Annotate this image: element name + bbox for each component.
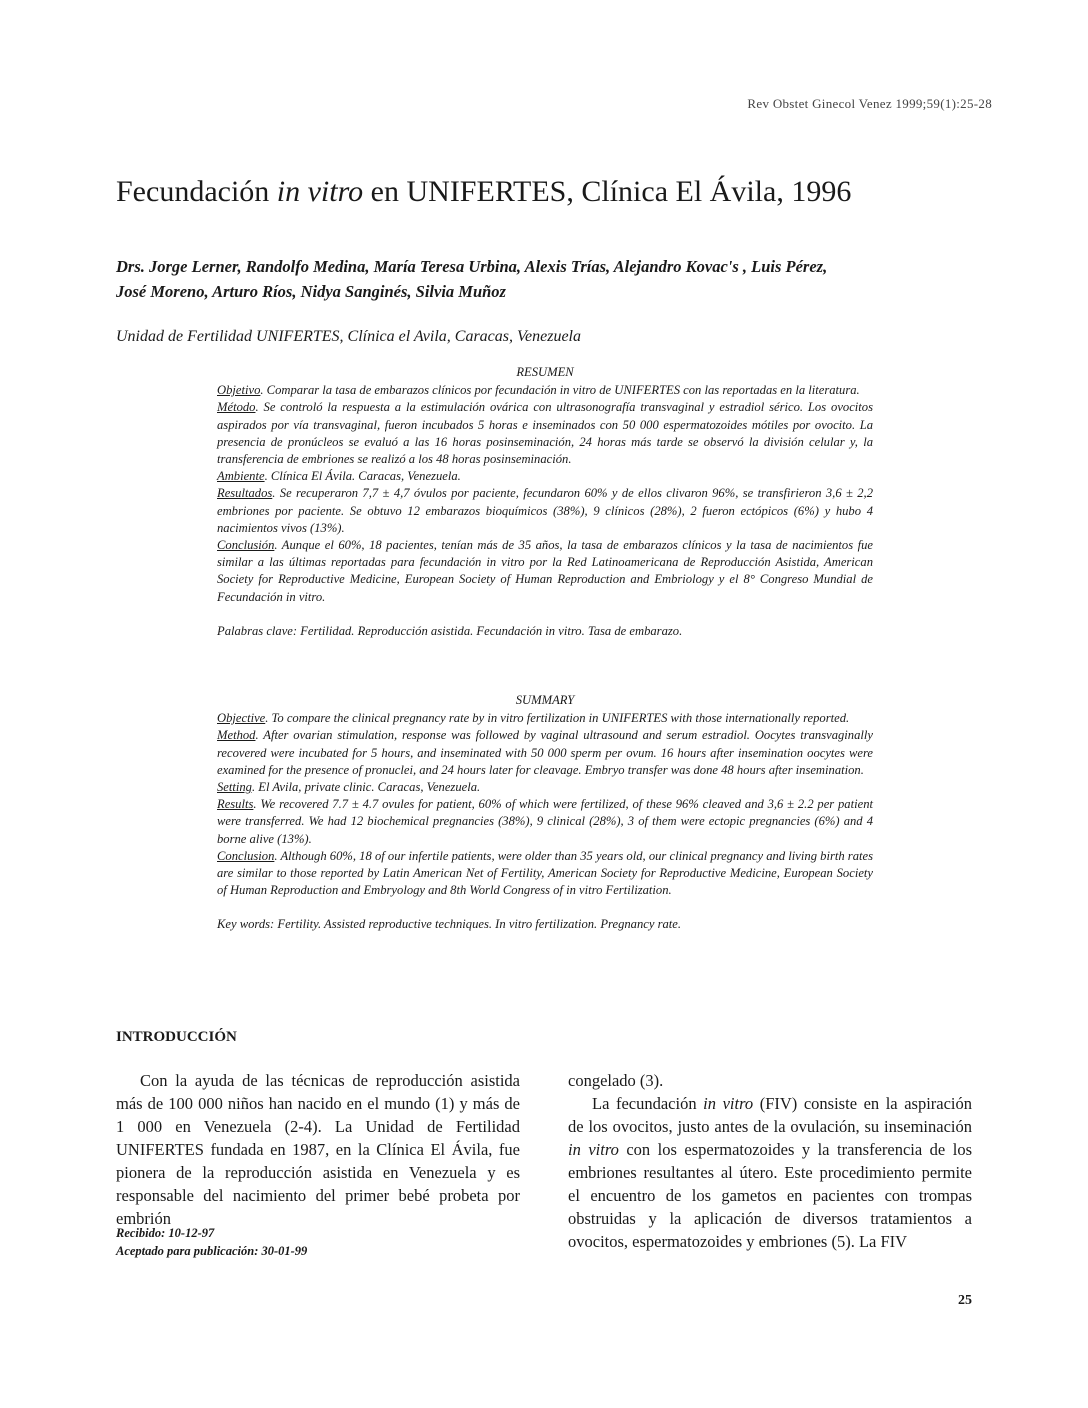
authors-line-1: Drs. Jorge Lerner, Randolfo Medina, María Teresa Urbina, Alexis Trías, Alejandro Kovac's , Luis Pérez, <box>116 257 828 276</box>
summary-method <box>217 727 873 779</box>
received-line: Recibido: 10-12-97 <box>116 1226 215 1240</box>
section-text: . Clínica El Ávila. Caracas, Venezuela. <box>264 469 461 484</box>
resumen-metodo <box>217 399 873 468</box>
section-text: . El Avila, private clinic. Caracas, Venezuela. <box>251 780 481 795</box>
right-column <box>568 1069 972 1253</box>
resumen-heading: RESUMEN <box>516 365 574 379</box>
section-label: Objective <box>217 711 266 726</box>
section-label: Method <box>217 728 256 743</box>
section-label: Conclusión <box>217 538 275 553</box>
text-run: La fecundación <box>592 1094 704 1113</box>
section-text: . Se recuperaron 7,7 ± 4,7 óvulos por paciente, fecundaron 60% y de ellos clivaron 96%, se transfirieron 3,6 ± 2,2 embriones por paciente. Se obtuvo 12 embarazos bioquímicos (38%), 9 clínicos (28%), 2 fueron ectópicos (6%) y hubo 4 nacimientos vivos (13%). <box>217 486 873 535</box>
page-number: 25 <box>958 1293 972 1308</box>
title-italic: in vitro <box>276 175 364 208</box>
section-text: . Although 60%, 18 of our infertile patients, were older than 35 years old, our clinical pregnancy and living birth rates are similar to those reported by Latin American Net of Fertility, American Society for Reproductive Medicine, European Society of Human Reproduction and Embryology and 8th World Congress of in vitro Fertilization. <box>217 848 873 898</box>
journal-reference: Rev Obstet Ginecol Venez 1999;59(1):25-28 <box>747 96 992 111</box>
summary-conclusion <box>217 848 873 900</box>
section-label: Ambiente <box>217 469 265 484</box>
resumen-keywords: Palabras clave: Fertilidad. Reproducción asistida. Fecundación in vitro. Tasa de embarazo. <box>217 623 683 638</box>
introduction-heading: INTRODUCCIÓN <box>116 1029 237 1045</box>
summary-keywords: Key words: Fertility. Assisted reproductive techniques. In vitro fertilization. Pregnancy rate. <box>217 917 682 932</box>
summary-objective <box>217 710 873 727</box>
intro-paragraph-2 <box>568 1092 972 1253</box>
title-part-2: en UNIFERTES, Clínica El Ávila, 1996 <box>363 175 852 208</box>
summary-abstract <box>217 692 873 934</box>
resumen-resultados <box>217 485 873 537</box>
italic-run: in vitro <box>568 1140 619 1159</box>
intro-paragraph-1: Con la ayuda de las técnicas de reproducción asistida más de 100 000 niños han nacido en el mundo (1) y más de 1 000 en Venezuela (2-4). La Unidad de Fertilidad UNIFERTES fundada en 1987, en la Clínica El Ávila, fue pionera de la reproducción asistida en Venezuela y es responsable del nacimiento del primer bebé probeta por embrión <box>116 1071 520 1228</box>
resumen-objetivo <box>217 382 873 399</box>
section-text: . After ovarian stimulation, response was followed by vaginal ultrasound and serum estradiol. Oocytes transvaginally recovered were incubated for 5 hours, and inseminated with 50 000 sperm per ovum. 16 hours after insemination oocytes were examined for the presence of pronuclei, and 24 hours later for cleavage. Embryo transfer was done 48 hours after insemination. <box>217 728 873 777</box>
text-run: (FIV) consiste en la aspiración de los ovocitos, justo antes de la ovulación, su inseminación <box>568 1094 973 1136</box>
affiliation: Unidad de Fertilidad UNIFERTES, Clínica el Avila, Caracas, Venezuela <box>116 328 581 345</box>
section-label: Resultados <box>217 486 273 501</box>
authors <box>116 254 966 304</box>
intro-continuation: congelado (3). <box>568 1071 664 1090</box>
title-part-1: Fecundación <box>116 175 277 208</box>
resumen-conclusion <box>217 537 873 606</box>
summary-setting <box>217 779 873 796</box>
section-label: Método <box>217 400 256 415</box>
summary-heading: SUMMARY <box>515 693 575 707</box>
authors-line-2: José Moreno, Arturo Ríos, Nidya Sanginés, Silvia Muñoz <box>116 282 506 301</box>
received-dates <box>116 1224 307 1260</box>
section-label: Conclusion <box>217 848 275 863</box>
accepted-line: Aceptado para publicación: 30-01-99 <box>116 1244 308 1258</box>
left-column <box>116 1069 520 1230</box>
resumen-abstract <box>217 364 873 640</box>
summary-results <box>217 796 873 848</box>
section-label: Objetivo <box>217 383 261 398</box>
section-text: . Se controló la respuesta a la estimulación ovárica con ultrasonografía transvaginal y estradiol sérico. Los ovocitos aspirados por vía transvaginal, fueron incubados 5 horas e inseminados con 50 000 espermatozoides mótiles por ovocito. La presencia de pronúcleos se evaluó a las 16 horas posinseminación, 24 horas más tarde se observó la división celular y, la transferencia de embriones se realizó a los 48 horas posinseminación. <box>217 400 873 467</box>
section-text: . Comparar la tasa de embarazos clínicos por fecundación in vitro de UNIFERTES con las reportadas en la literatura. <box>260 383 860 398</box>
section-label: Setting <box>217 780 252 795</box>
article-title <box>116 172 996 212</box>
section-text: . We recovered 7.7 ± 4.7 ovules for patient, 60% of which were fertilized, of these 96% cleaved and 3,6 ± 2.2 per patient were transferred. We had 12 biochemical pregnancies (38%), 9 clinical (28%), 3 of them were ectopic pregnancies (6%) and 4 borne alive (13%). <box>217 797 873 846</box>
section-text: . To compare the clinical pregnancy rate by in vitro fertilization in UNIFERTES with those internationally reported. <box>265 711 850 726</box>
section-label: Results <box>217 797 254 812</box>
italic-run: in vitro <box>703 1094 754 1113</box>
text-run: con los espermatozoides y la transferencia de los embriones resultantes al útero. Este procedimiento permite el encuentro de los gametos en pacientes con trompas obstruidas y la aplicación de diversos tratamientos a ovocitos, espermatozoides y embriones (5). La FIV <box>568 1140 972 1251</box>
section-text: . Aunque el 60%, 18 pacientes, tenían más de 35 años, la tasa de embarazos clínicos y la tasa de nacimientos fue similar a las últimas reportadas para fecundación in vitro por la Red Latinoamericana de Reproducción Asistida, American Society for Reproductive Medicine, European Society of Human Reproduction and Embriology y el 8° Congreso Mundial de Fecundación in vitro. <box>217 538 873 604</box>
resumen-ambiente <box>217 468 873 485</box>
